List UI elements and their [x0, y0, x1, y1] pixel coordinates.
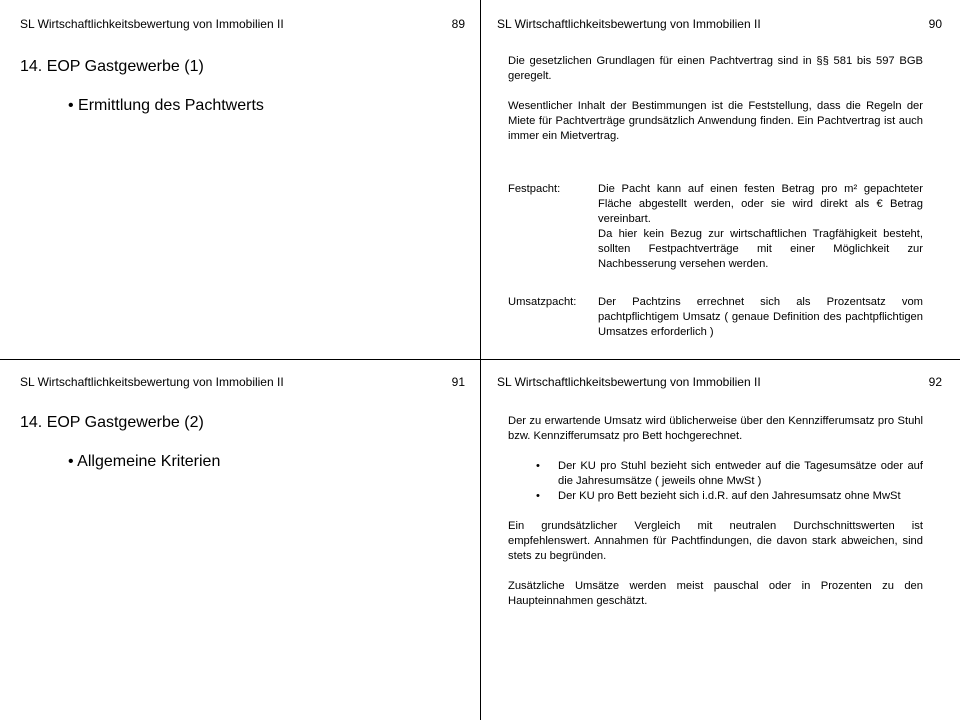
list-item-text: Der KU pro Stuhl bezieht sich entweder auf die Tagesumsätze oder auf die Jahresumsätze ( jeweils ohne MwSt ) — [558, 460, 923, 487]
vertical-divider — [480, 0, 481, 720]
bullet-icon: • — [536, 490, 540, 502]
definition-term: Festpacht: — [508, 183, 561, 195]
definition-term: Umsatzpacht: — [508, 296, 577, 308]
paragraph: Zusätzliche Umsätze werden meist pauschal oder in Prozenten zu den Haupteinnahmen geschätzt. — [508, 580, 923, 607]
paragraph: Der zu erwartende Umsatz wird üblicherweise über den Kennzifferumsatz pro Stuhl bzw. Kennzifferumsatz pro Bett hochgerechnet. — [508, 415, 923, 442]
page-number: 92 — [928, 375, 942, 389]
slide-bullet: • Allgemeine Kriterien — [68, 453, 221, 470]
page-header-title: SL Wirtschaftlichkeitsbewertung von Immobilien II — [497, 375, 761, 389]
paragraph: Ein grundsätzlicher Vergleich mit neutralen Durchschnittswerten ist empfehlenswert. Annahmen für Pachtfindungen, die davon stark abweichen, sind stets zu begründen. — [508, 520, 923, 562]
page-header-title: SL Wirtschaftlichkeitsbewertung von Immobilien II — [20, 375, 284, 389]
definition-text: Der Pachtzins errechnet sich als Prozentsatz vom pachtpflichtigem Umsatz ( genaue Definition des pachtpflichtigen Umsatzes erforderlich ) — [598, 296, 923, 338]
page-header-title: SL Wirtschaftlichkeitsbewertung von Immobilien II — [20, 17, 284, 31]
page-number: 89 — [451, 17, 465, 31]
page-header-title: SL Wirtschaftlichkeitsbewertung von Immobilien II — [497, 17, 761, 31]
definition-description — [598, 182, 923, 272]
definition-text: Da hier kein Bezug zur wirtschaftlichen Tragfähigkeit besteht, sollten Festpachtverträge mit einer Möglichkeit zur Nachbesserung versehen werden. — [598, 228, 923, 270]
page-number: 90 — [928, 17, 942, 31]
slide-title: 14. EOP Gastgewerbe (2) — [20, 414, 204, 431]
definition-umsatzpacht — [508, 295, 923, 345]
list-item-text: Der KU pro Bett bezieht sich i.d.R. auf den Jahresumsatz ohne MwSt — [558, 490, 901, 502]
bullet-icon: • — [536, 460, 540, 472]
paragraph: Die gesetzlichen Grundlagen für einen Pachtvertrag sind in §§ 581 bis 597 BGB geregelt. — [508, 55, 923, 82]
paragraph: Wesentlicher Inhalt der Bestimmungen ist die Feststellung, dass die Regeln der Miete für Pachtverträge grundsätzlich Anwendung finden. Ein Pachtvertrag ist auch immer ein Mietvertrag. — [508, 100, 923, 142]
list-item — [536, 459, 923, 489]
horizontal-divider — [0, 359, 960, 360]
definition-festpacht — [508, 182, 923, 287]
page-number: 91 — [451, 375, 465, 389]
list-item — [536, 489, 923, 504]
page-92-text — [508, 414, 923, 609]
definition-description — [598, 295, 923, 340]
definition-text: Die Pacht kann auf einen festen Betrag pro m² gepachteter Fläche abgestellt werden, oder sie wird direkt als € Betrag vereinbart. — [598, 183, 923, 225]
slide-bullet: • Ermittlung des Pachtwerts — [68, 97, 264, 114]
page-90-text — [508, 54, 923, 144]
slide-title: 14. EOP Gastgewerbe (1) — [20, 58, 204, 75]
bullet-list — [508, 459, 923, 504]
